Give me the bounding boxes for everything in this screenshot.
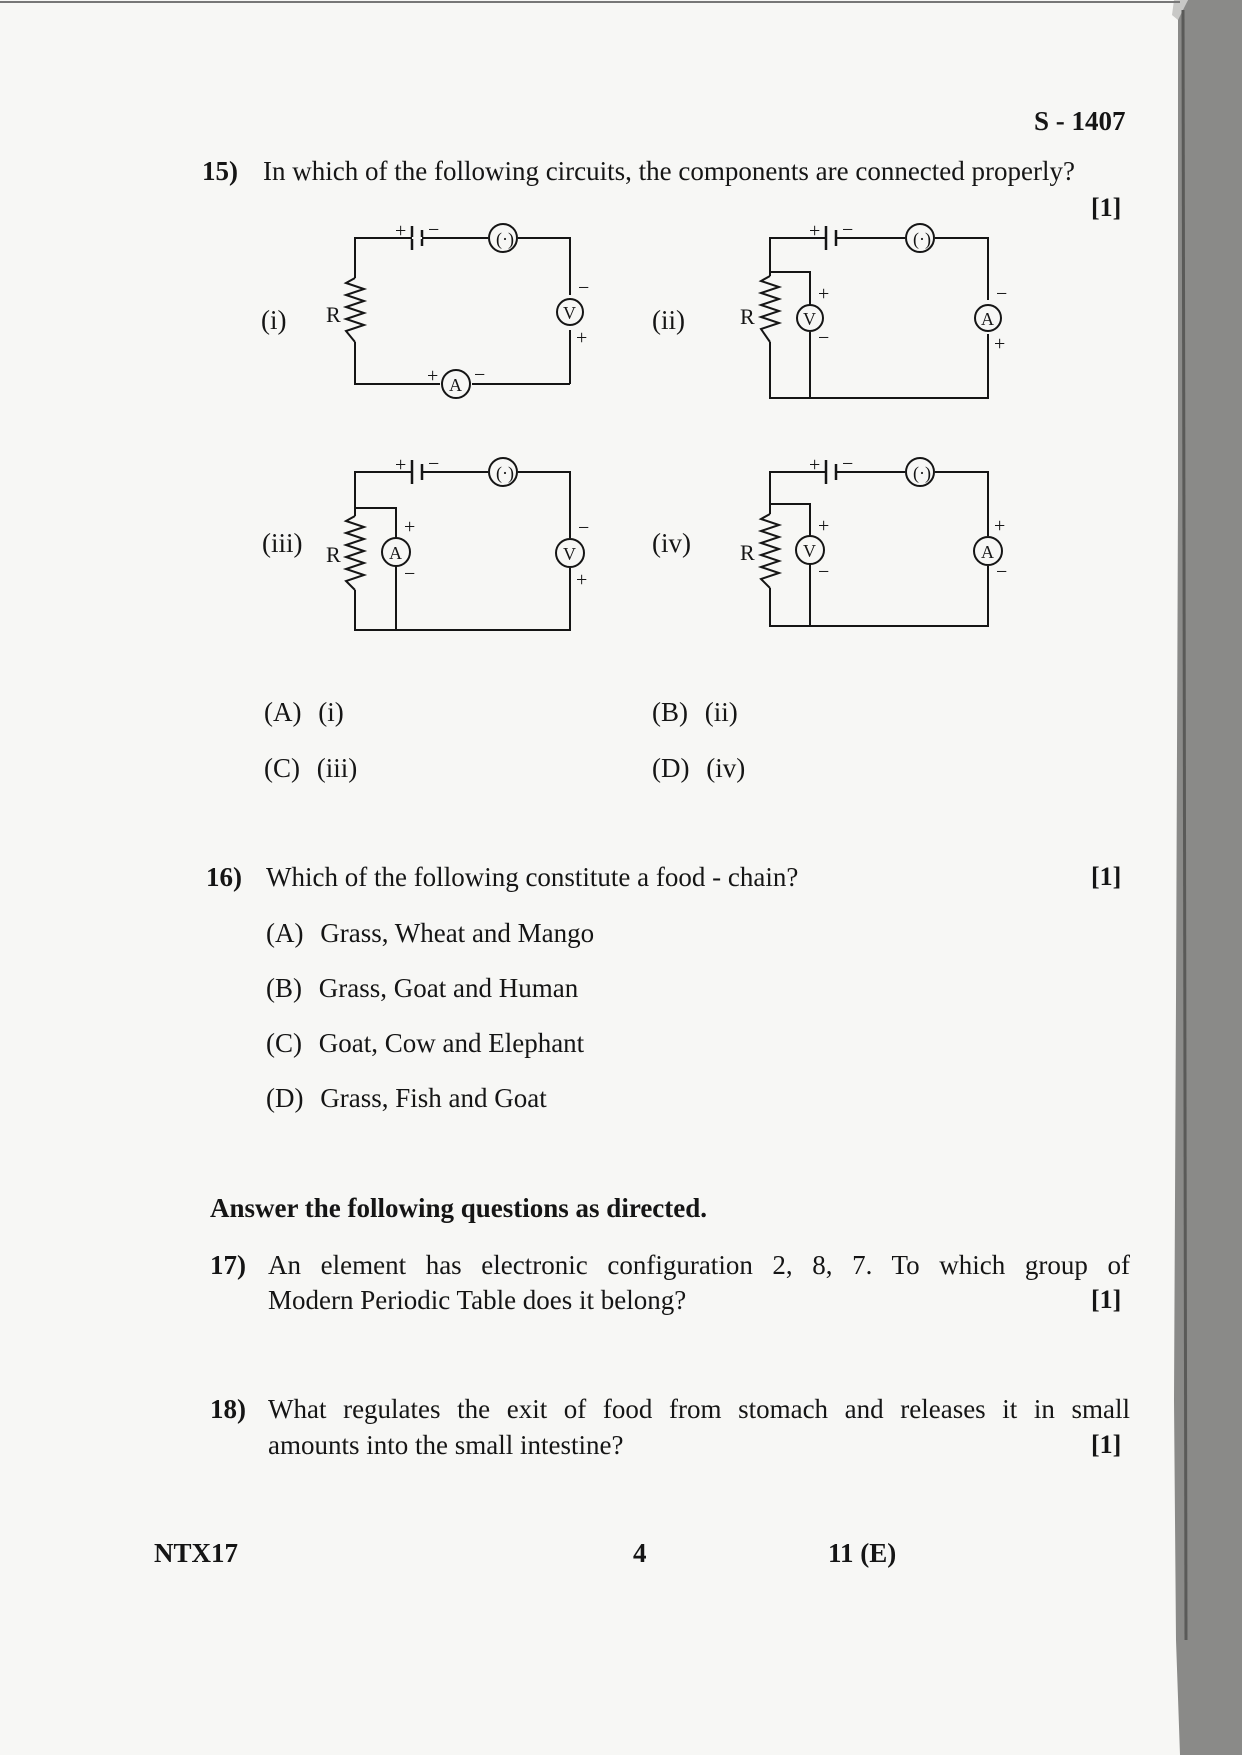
q15-option-a[interactable] xyxy=(264,697,344,728)
ii-volt-minus: − xyxy=(818,327,830,349)
q15-option-a-text: (i) xyxy=(318,697,344,727)
q15-option-b-text: (ii) xyxy=(704,697,738,727)
q16-option-b-text: Grass, Goat and Human xyxy=(318,973,579,1003)
ii-battery-minus: − xyxy=(842,219,854,241)
q15-option-c-text: (iii) xyxy=(316,753,358,783)
q15-text: In which of the following circuits, the components are connected properly? xyxy=(263,156,1075,186)
iv-volt-plus: + xyxy=(818,515,830,537)
q15-number: 15) xyxy=(202,156,238,186)
circuit-label-iv: (iv) xyxy=(652,528,691,558)
iv-voltmeter: V xyxy=(803,541,816,561)
ii-amm-plus: + xyxy=(994,333,1006,355)
q15-option-d-text: (iv) xyxy=(706,753,746,783)
q17-number: 17) xyxy=(210,1250,246,1280)
circuit-i xyxy=(346,224,583,398)
q15-option-a-letter: (A) xyxy=(264,697,302,727)
paper-code: S - 1407 xyxy=(1034,106,1126,136)
i-volt-plus: + xyxy=(576,327,588,349)
iv-battery-minus: − xyxy=(842,453,854,475)
iv-amm-plus: + xyxy=(994,515,1006,537)
q15-option-d-letter: (D) xyxy=(652,753,690,783)
circuit-ii xyxy=(761,224,1001,398)
iii-ammeter: A xyxy=(389,543,402,563)
iv-volt-minus: − xyxy=(818,561,830,583)
iv-resistor-label: R xyxy=(740,540,755,565)
q16-option-b-letter: (B) xyxy=(266,973,302,1003)
q16-text: Which of the following constitute a food - chain? xyxy=(266,862,799,892)
q15-option-b-letter: (B) xyxy=(652,697,688,727)
ii-volt-plus: + xyxy=(818,283,830,305)
q16-option-d-text: Grass, Fish and Goat xyxy=(320,1083,547,1113)
circuit-label-iii: (iii) xyxy=(262,528,303,558)
q18-line2: amounts into the small intestine? xyxy=(268,1430,624,1460)
section-heading: Answer the following questions as directed. xyxy=(210,1193,708,1223)
ii-voltmeter: V xyxy=(803,309,816,329)
ii-ammeter: A xyxy=(981,309,994,329)
q18-number: 18) xyxy=(210,1394,246,1424)
ii-bulb: (·) xyxy=(913,229,931,249)
q16-option-a[interactable] xyxy=(266,918,594,949)
q16-option-c-text: Goat, Cow and Elephant xyxy=(318,1028,585,1058)
i-bulb: (·) xyxy=(496,229,514,249)
iv-bulb: (·) xyxy=(913,463,931,483)
q16-option-a-letter: (A) xyxy=(266,918,304,948)
ii-battery-plus: + xyxy=(809,220,821,242)
iv-amm-minus: − xyxy=(996,561,1008,583)
q15-marks: [1] xyxy=(1091,193,1122,222)
ii-resistor-label: R xyxy=(740,304,755,329)
footer-code: NTX17 xyxy=(154,1538,239,1568)
iii-battery-plus: + xyxy=(395,454,407,476)
i-ammeter: A xyxy=(449,375,462,395)
ii-amm-minus: − xyxy=(996,283,1008,305)
circuit-iv xyxy=(761,458,1002,626)
i-voltmeter: V xyxy=(563,303,576,323)
circuit-iii xyxy=(346,458,584,630)
q15-option-d[interactable] xyxy=(652,753,745,784)
page-number: 4 xyxy=(633,1538,647,1568)
i-battery-minus: − xyxy=(428,219,440,241)
q17-marks: [1] xyxy=(1091,1285,1122,1314)
q16-marks: [1] xyxy=(1091,862,1122,891)
iii-resistor-label: R xyxy=(326,542,341,567)
q16-option-c-letter: (C) xyxy=(266,1028,302,1058)
iii-volt-minus: − xyxy=(578,517,590,539)
q15-option-c[interactable] xyxy=(264,753,357,784)
iii-battery-minus: − xyxy=(428,453,440,475)
q17-line2: Modern Periodic Table does it belong? xyxy=(268,1285,687,1315)
iii-amm-plus: + xyxy=(404,516,416,538)
iv-ammeter: A xyxy=(981,542,994,562)
q15-option-b[interactable] xyxy=(652,697,738,728)
iii-voltmeter: V xyxy=(563,544,576,564)
q16-option-d-letter: (D) xyxy=(266,1083,304,1113)
circuit-label-ii: (ii) xyxy=(652,305,685,335)
footer-series: 11 (E) xyxy=(828,1538,897,1568)
circuit-diagrams xyxy=(0,0,1242,700)
q18-marks: [1] xyxy=(1091,1430,1122,1459)
i-amm-plus: + xyxy=(427,365,439,387)
iii-amm-minus: − xyxy=(404,563,416,585)
i-volt-minus: − xyxy=(578,277,590,299)
i-resistor-label: R xyxy=(326,302,341,327)
q16-option-b[interactable] xyxy=(266,973,578,1004)
iii-volt-plus: + xyxy=(576,569,588,591)
q18-line1: What regulates the exit of food from stomach and releases it in small xyxy=(268,1394,1130,1424)
q15-option-c-letter: (C) xyxy=(264,753,300,783)
q16-option-c[interactable] xyxy=(266,1028,584,1059)
i-battery-plus: + xyxy=(395,220,407,242)
iii-bulb: (·) xyxy=(496,463,514,483)
q16-option-d[interactable] xyxy=(266,1083,547,1114)
q16-option-a-text: Grass, Wheat and Mango xyxy=(320,918,595,948)
i-amm-minus: − xyxy=(474,364,486,386)
circuit-label-i: (i) xyxy=(261,305,287,335)
iv-battery-plus: + xyxy=(809,454,821,476)
q17-line1: An element has electronic configuration 2, 8, 7. To which group of xyxy=(268,1250,1130,1280)
q16-number: 16) xyxy=(206,862,242,892)
